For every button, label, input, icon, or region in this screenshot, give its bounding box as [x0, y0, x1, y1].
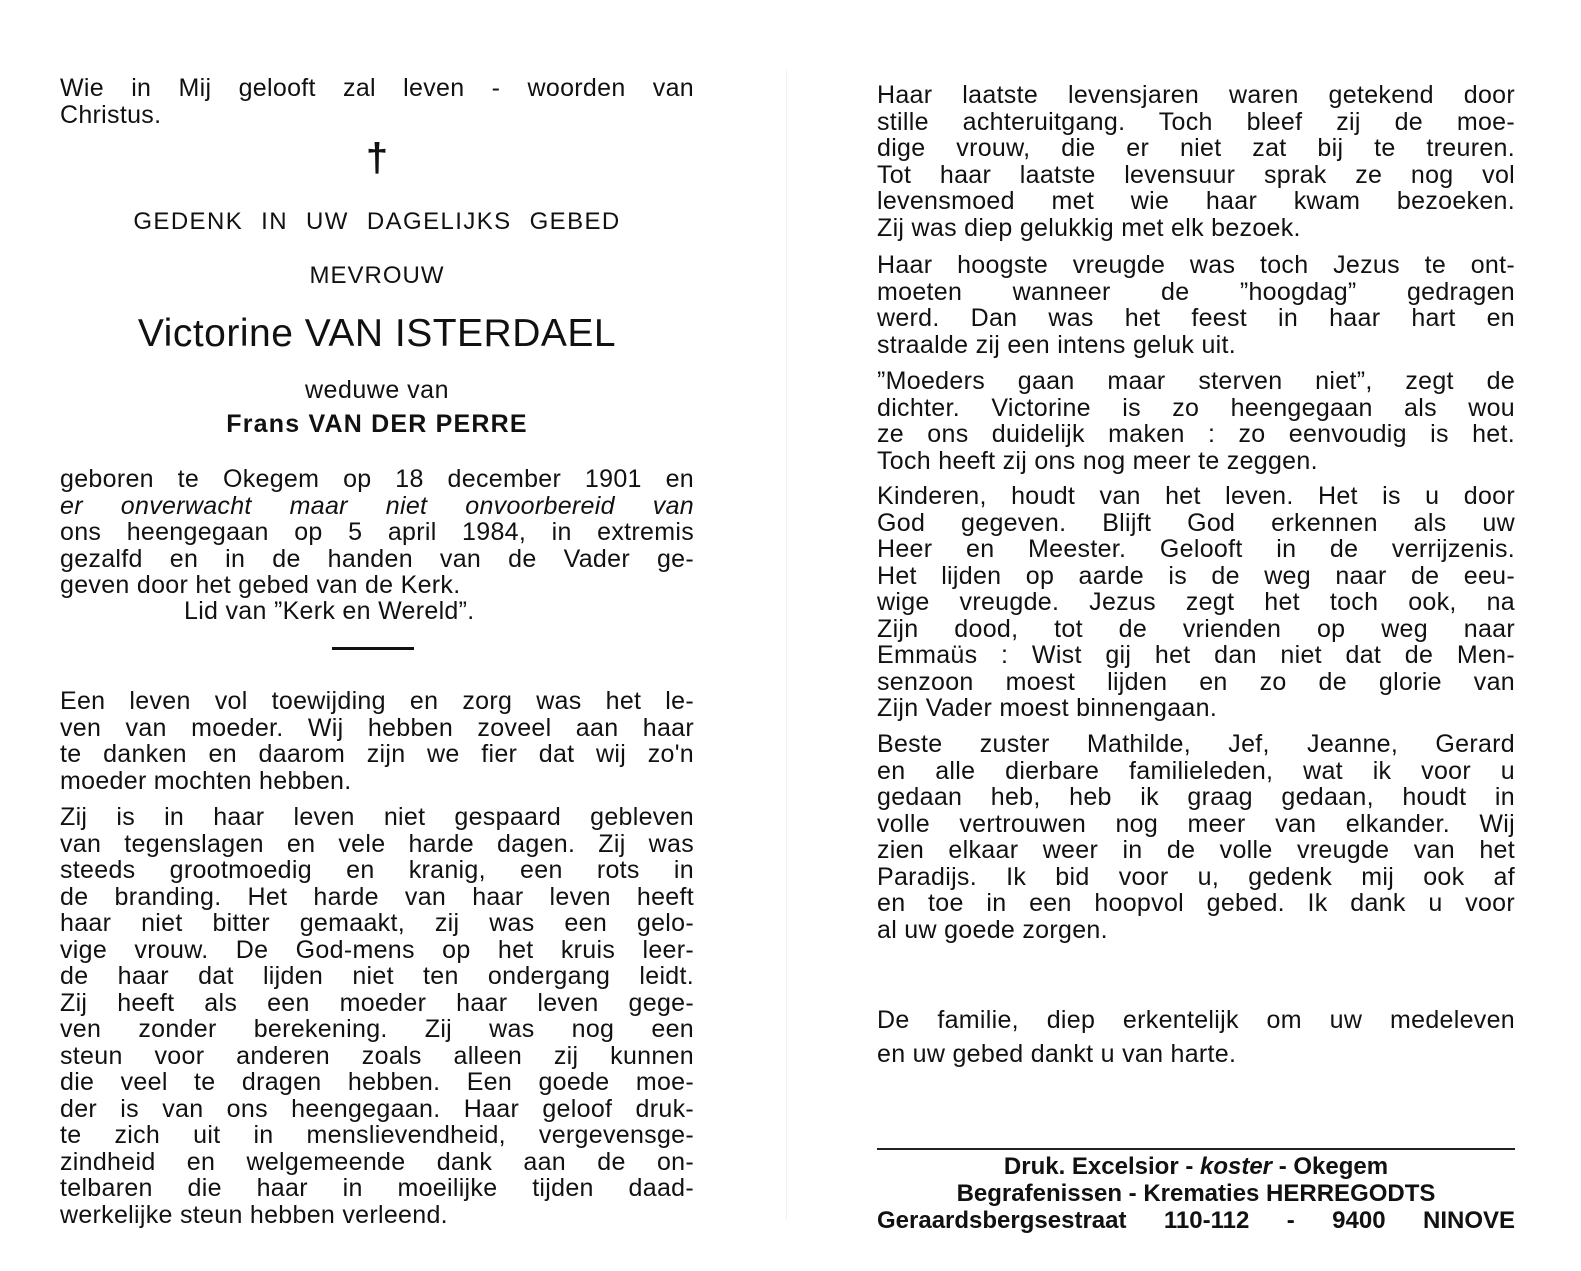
text-line: dige vrouw, die er niet zat bij te treuren. [877, 134, 1515, 162]
fold-line [786, 70, 787, 1220]
text-line: Tot haar laatste levensuur sprak ze nog vol [877, 160, 1515, 189]
text-line: stille achteruitgang. Toch bleef zij de moe- [877, 107, 1515, 136]
paragraph-joy [877, 252, 1515, 358]
quote-line: Christus. [60, 100, 162, 129]
paragraph-family-address [877, 731, 1515, 943]
paragraph-mothers [877, 368, 1515, 474]
text-line: die veel te dragen hebben. Een goede moe- [60, 1068, 694, 1096]
text-line: zien elkaar weer in de volle vreugde van het [877, 836, 1515, 864]
printer-separator [877, 1148, 1515, 1150]
paragraph-last-years [877, 82, 1515, 241]
text-line: wige vreugde. Jezus zegt het toch ook, na [877, 588, 1515, 616]
text-line: volle vertrouwen nog meer van elkander. Wij [877, 809, 1515, 838]
text-line: van tegenslagen en vele harde dagen. Zij was [60, 829, 694, 858]
text-line: te zich uit in menslievendheid, vergevensge- [60, 1121, 694, 1149]
text-line: Een leven vol toewijding en zorg was het le- [60, 687, 694, 715]
text-line: ven van moeder. Wij hebben zoveel aan haar [60, 713, 694, 742]
text-line: en uw gebed dankt u van harte. [877, 1040, 1237, 1068]
text-line: zindheid en welgemeende dank aan de on- [60, 1147, 694, 1176]
paragraph-devotion [60, 688, 694, 794]
text-line: steun voor anderen zoals alleen zij kunnen [60, 1041, 694, 1070]
widow-of-label: weduwe van [305, 376, 449, 404]
text-line: moeder mochten hebben. [60, 766, 352, 795]
text-line: God gegeven. Blijft God erkennen als uw [877, 508, 1515, 537]
text-line: te danken en daarom zijn we fier dat wij zo'n [60, 740, 694, 768]
text-line: en alle dierbare familieleden, wat ik voor u [877, 756, 1515, 785]
text-line: Zij is in haar leven niet gespaard gebleven [60, 803, 694, 831]
text-line: Emmaüs : Wist gij het dan niet dat de Men- [877, 641, 1515, 669]
scripture-quote [60, 75, 694, 128]
title-mevrouw: MEVROUW [309, 262, 445, 289]
printer-text: Druk. Excelsior - [1003, 1153, 1200, 1180]
text-line: de branding. Het harde van haar leven heeft [60, 882, 694, 911]
text-line: Zij was diep gelukkig met elk bezoek. [877, 213, 1301, 242]
text-line: levensmoed met wie haar kwam bezoeken. [877, 187, 1515, 215]
text-line: haar niet bitter gemaakt, zij was een gelo- [60, 909, 694, 937]
text-line: Toch heeft zij ons nog meer te zeggen. [877, 446, 1318, 475]
funeral-home-line: Begrafenissen - Krematies HERREGODTS [956, 1180, 1436, 1207]
membership-line: Lid van ”Kerk en Wereld”. [184, 597, 475, 625]
bio-line: er onverwacht maar niet onvoorbereid van [60, 491, 694, 520]
printer-text: - Okegem [1272, 1153, 1389, 1180]
printer-imprint [877, 1153, 1515, 1234]
text-line: moeten wanneer de ”hoogdag” gedragen [877, 277, 1515, 306]
printer-text: koster [1199, 1153, 1273, 1180]
bio-line: geboren te Okegem op 18 december 1901 en [60, 465, 694, 493]
text-line: en toe in een hoopvol gebed. Ik dank u voor [877, 889, 1515, 917]
paragraph-life [60, 804, 694, 1228]
paragraph-children [877, 483, 1515, 722]
text-line: telbaren die haar in moeilijke tijden daad- [60, 1174, 694, 1202]
deceased-name: Victorine VAN ISTERDAEL [137, 312, 617, 355]
text-line: Beste zuster Mathilde, Jef, Jeanne, Gerard [877, 730, 1515, 758]
printer-line [877, 1153, 1515, 1180]
text-line: De familie, diep erkentelijk om uw medeleven [877, 1006, 1515, 1034]
text-line: Zijn dood, tot de vrienden op weg naar [877, 614, 1515, 643]
text-line: Heer en Meester. Gelooft in de verrijzenis. [877, 535, 1515, 563]
remembrance-heading: GEDENK IN UW DAGELIJKS GEBED [133, 208, 621, 235]
text-line: vige vrouw. De God-mens op het kruis leer- [60, 935, 694, 964]
text-line: senzoon moest lijden en zo de glorie van [877, 667, 1515, 696]
family-thanks [877, 1003, 1515, 1071]
bio-line: gezalfd en in de handen van de Vader ge- [60, 544, 694, 573]
address-line: Geraardsbergsestraat 110-112 - 9400 NINOVE [877, 1207, 1515, 1234]
text-line: Paradijs. Ik bid voor u, gedenk mij ook af [877, 862, 1515, 891]
text-line: steeds grootmoedig en kranig, een rots in [60, 856, 694, 884]
text-line: Haar laatste levensjaren waren getekend door [877, 81, 1515, 109]
husband-name: Frans VAN DER PERRE [226, 410, 528, 438]
text-line: Het lijden op aarde is de weg naar de eeu- [877, 561, 1515, 590]
text-line: al uw goede zorgen. [877, 915, 1108, 944]
text-line: gedaan heb, heb ik graag gedaan, houdt in [877, 783, 1515, 811]
text-line: Haar hoogste vreugde was toch Jezus te ont- [877, 251, 1515, 279]
text-line: straalde zij een intens geluk uit. [877, 330, 1237, 359]
text-line: ven zonder berekening. Zij was nog een [60, 1015, 694, 1043]
bio-line: ons heengegaan op 5 april 1984, in extremis [60, 518, 694, 546]
text-line: ”Moeders gaan maar sterven niet”, zegt de [877, 367, 1515, 395]
biography [60, 466, 694, 599]
bio-line: geven door het gebed van de Kerk. [60, 571, 461, 599]
text-line: Zij heeft als een moeder haar leven gege- [60, 988, 694, 1017]
text-line: dichter. Victorine is zo heengegaan als wou [877, 393, 1515, 422]
text-line: de haar dat lijden niet ten ondergang leidt. [60, 962, 694, 990]
text-line: ze ons duidelijk maken : zo eenvoudig is het. [877, 420, 1515, 448]
separator-rule [332, 647, 414, 650]
cross-icon: † [365, 136, 389, 180]
text-line: der is van ons heengegaan. Haar geloof druk- [60, 1094, 694, 1123]
text-line: werkelijke steun hebben verleend. [60, 1200, 448, 1229]
quote-line: Wie in Mij gelooft zal leven - woorden van [60, 74, 694, 102]
text-line: werd. Dan was het feest in haar hart en [877, 304, 1515, 332]
text-line: Kinderen, houdt van het leven. Het is u door [877, 482, 1515, 510]
text-line: Zijn Vader moest binnengaan. [877, 694, 1218, 722]
